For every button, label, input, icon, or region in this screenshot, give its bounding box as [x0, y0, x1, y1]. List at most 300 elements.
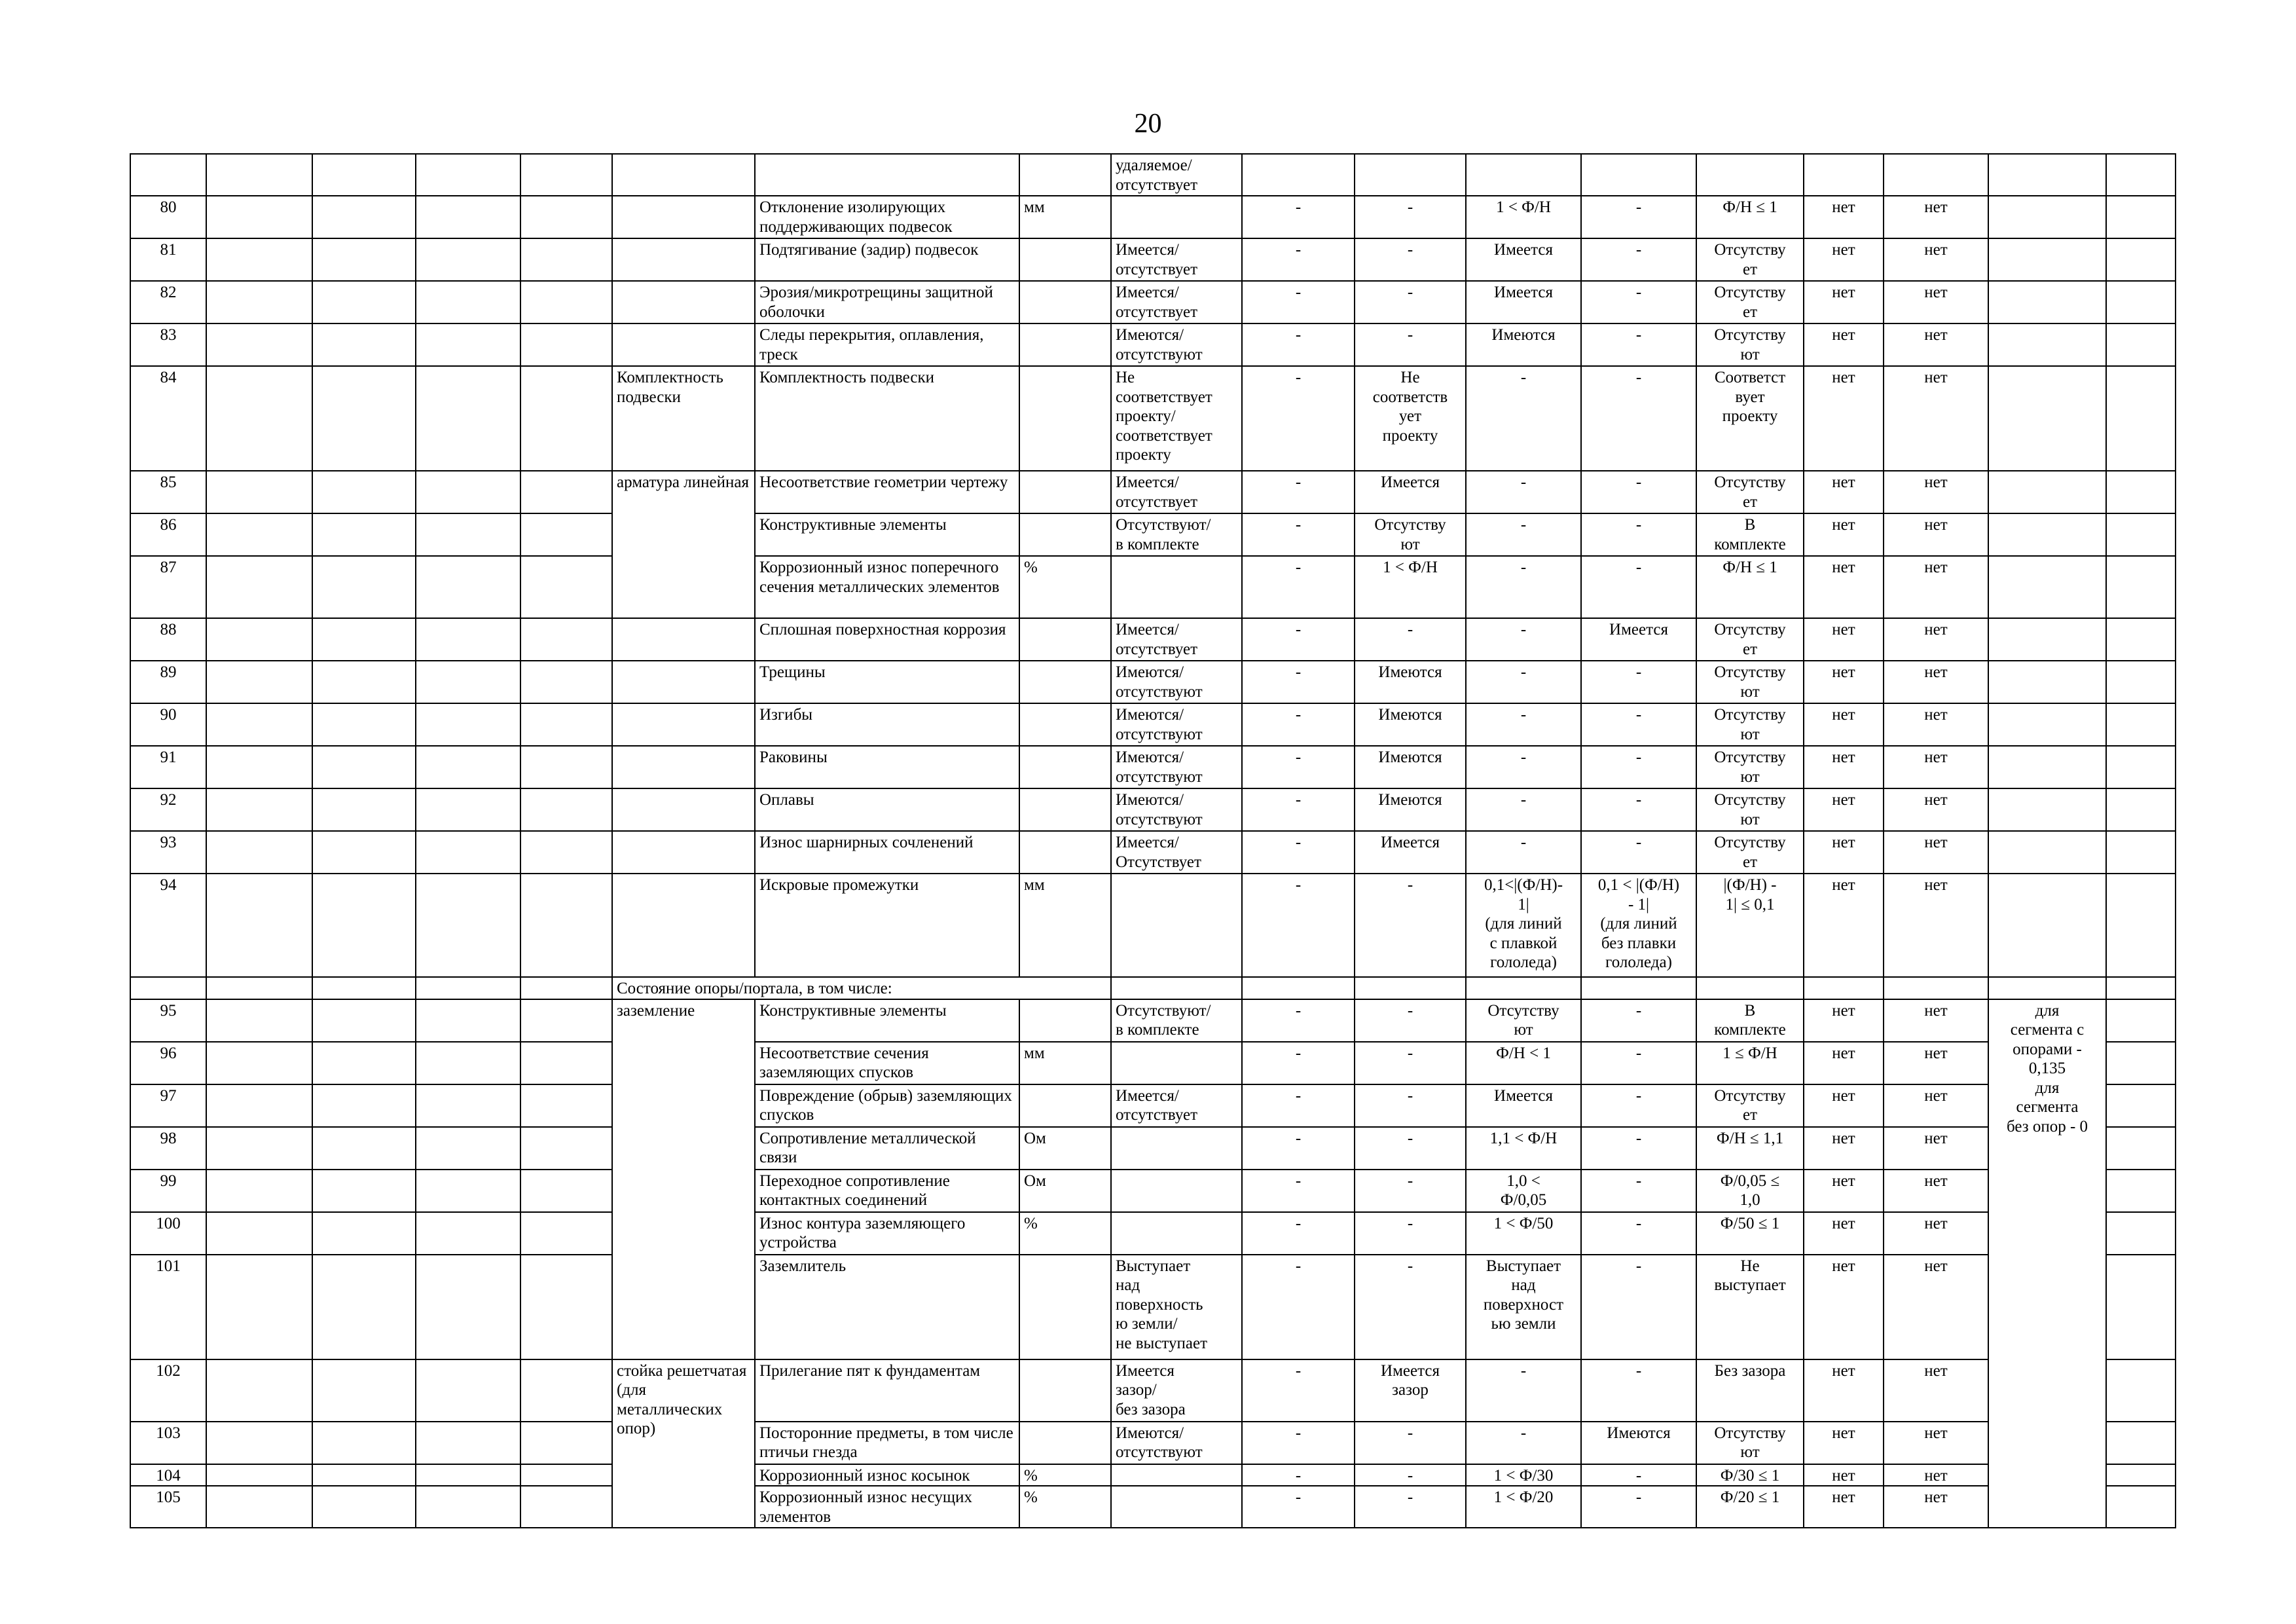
criterion-cell: -: [1581, 831, 1696, 874]
empty-cell: [2106, 703, 2176, 746]
empty-cell: [416, 1084, 520, 1127]
unit-cell: [1019, 703, 1111, 746]
row-number-cell: 98: [130, 1127, 206, 1170]
table-row: [130, 977, 2176, 999]
characteristic-cell: Раковины: [755, 746, 1019, 788]
table-row: [130, 323, 2176, 366]
characteristic-cell: Комплектность подвески: [755, 366, 1019, 471]
criterion-cell: -: [1581, 1255, 1696, 1359]
characteristic-cell: Оплавы: [755, 788, 1019, 831]
criterion-cell: -: [1581, 746, 1696, 788]
empty-cell: [312, 1042, 416, 1084]
criterion-cell: -: [1581, 661, 1696, 703]
criterion-cell: нет: [1804, 1422, 1884, 1464]
characteristic-cell: Несоответствие геометрии чертежу: [755, 471, 1019, 513]
criterion-cell: -: [1466, 831, 1581, 874]
empty-cell: [520, 746, 612, 788]
criterion-cell: -: [1242, 366, 1355, 471]
criterion-cell: [1581, 154, 1696, 196]
criterion-cell: нет: [1804, 788, 1884, 831]
empty-cell: [416, 1486, 520, 1528]
criterion-cell: Имеются: [1581, 1422, 1696, 1464]
value-cell: [1111, 556, 1242, 618]
empty-cell: [312, 746, 416, 788]
unit-cell: [1019, 281, 1111, 323]
empty-cell: [520, 196, 612, 238]
criterion-cell: -: [1242, 471, 1355, 513]
row-number-cell: 96: [130, 1042, 206, 1084]
empty-cell: [2106, 1464, 2176, 1486]
row-number-cell: 85: [130, 471, 206, 513]
empty-cell: [206, 238, 312, 281]
empty-cell: [312, 1084, 416, 1127]
value-cell: Не соответствует проекту/ соответствует проекту: [1111, 366, 1242, 471]
criterion-cell: нет: [1884, 1084, 1988, 1127]
empty-cell: [416, 281, 520, 323]
criterion-cell: -: [1581, 513, 1696, 556]
criterion-cell: Ф/Н < 1: [1466, 1042, 1581, 1084]
parameter-cell: [612, 154, 755, 196]
empty-cell: [520, 154, 612, 196]
empty-cell: [1988, 154, 2106, 196]
criterion-cell: Отсутству ют: [1696, 703, 1804, 746]
empty-cell: [312, 238, 416, 281]
row-number-cell: 86: [130, 513, 206, 556]
empty-cell: [520, 999, 612, 1042]
criterion-cell: Отсутству ет: [1696, 238, 1804, 281]
criterion-cell: -: [1242, 831, 1355, 874]
empty-cell: [416, 831, 520, 874]
criterion-cell: -: [1242, 1486, 1355, 1528]
table-row: [130, 366, 2176, 471]
empty-cell: [206, 1212, 312, 1255]
empty-cell: [520, 323, 612, 366]
table-row: [130, 281, 2176, 323]
criterion-cell: нет: [1804, 556, 1884, 618]
empty-cell: [1988, 788, 2106, 831]
value-cell: [1111, 1486, 1242, 1528]
parameter-cell: [612, 323, 755, 366]
empty-cell: [2106, 1255, 2176, 1359]
empty-cell: [1988, 703, 2106, 746]
empty-cell: [416, 788, 520, 831]
empty-cell: [2106, 1359, 2176, 1422]
empty-cell: [2106, 1212, 2176, 1255]
empty-cell: [416, 661, 520, 703]
table-body: [130, 154, 2176, 1528]
criterion-cell: -: [1581, 1127, 1696, 1170]
value-cell: Имеется/ отсутствует: [1111, 618, 1242, 661]
criterion-cell: нет: [1804, 661, 1884, 703]
characteristic-cell: [755, 154, 1019, 196]
criterion-cell: -: [1355, 238, 1466, 281]
empty-cell: [416, 1464, 520, 1486]
characteristic-cell: Трещины: [755, 661, 1019, 703]
empty-cell: [416, 703, 520, 746]
unit-cell: [1019, 831, 1111, 874]
criterion-cell: Имеется: [1355, 831, 1466, 874]
criterion-cell: -: [1242, 238, 1355, 281]
parameter-cell: [612, 618, 755, 661]
empty-cell: [2106, 238, 2176, 281]
unit-cell: [1019, 1084, 1111, 1127]
criterion-cell: нет: [1804, 238, 1884, 281]
unit-cell: [1019, 154, 1111, 196]
criterion-cell: Отсутству ют: [1696, 746, 1804, 788]
characteristic-cell: Отклонение изолирующих поддерживающих подвесок: [755, 196, 1019, 238]
row-number-cell: 97: [130, 1084, 206, 1127]
criterion-cell: -: [1466, 366, 1581, 471]
criterion-cell: Не выступает: [1696, 1255, 1804, 1359]
table-row: [130, 1084, 2176, 1127]
criterion-cell: -: [1242, 874, 1355, 977]
criterion-cell: -: [1242, 556, 1355, 618]
criterion-cell: -: [1242, 1464, 1355, 1486]
criterion-cell: -: [1466, 1359, 1581, 1422]
empty-cell: [206, 1084, 312, 1127]
empty-cell: [2106, 556, 2176, 618]
empty-cell: [520, 977, 612, 999]
criterion-cell: -: [1355, 1170, 1466, 1212]
criterion-cell: -: [1242, 1127, 1355, 1170]
criterion-cell: -: [1242, 1212, 1355, 1255]
unit-cell: [1019, 1359, 1111, 1422]
empty-cell: [206, 618, 312, 661]
empty-cell: [312, 1212, 416, 1255]
table-row: [130, 703, 2176, 746]
characteristic-cell: Коррозионный износ поперечного сечения металлических элементов: [755, 556, 1019, 618]
empty-cell: [312, 556, 416, 618]
empty-cell: [206, 471, 312, 513]
empty-cell: [206, 1486, 312, 1528]
empty-cell: [520, 1255, 612, 1359]
empty-cell: [2106, 471, 2176, 513]
criterion-cell: -: [1242, 1422, 1355, 1464]
criterion-cell: -: [1242, 661, 1355, 703]
value-cell: Выступает над поверхность ю земли/ не выступает: [1111, 1255, 1242, 1359]
empty-cell: [416, 618, 520, 661]
criterion-cell: Имеется зазор: [1355, 1359, 1466, 1422]
empty-cell: [2106, 977, 2176, 999]
criterion-cell: нет: [1804, 1359, 1884, 1422]
empty-cell: [416, 154, 520, 196]
value-cell: Имеются/ отсутствуют: [1111, 323, 1242, 366]
empty-cell: [2106, 788, 2176, 831]
empty-cell: [2106, 1042, 2176, 1084]
criterion-cell: нет: [1884, 831, 1988, 874]
empty-cell: [520, 1464, 612, 1486]
criterion-cell: нет: [1884, 999, 1988, 1042]
criterion-cell: -: [1242, 1170, 1355, 1212]
criterion-cell: -: [1242, 323, 1355, 366]
criterion-cell: -: [1581, 281, 1696, 323]
criterion-cell: -: [1581, 999, 1696, 1042]
empty-cell: [1988, 977, 2106, 999]
empty-cell: [312, 1255, 416, 1359]
criterion-cell: Имеется: [1466, 238, 1581, 281]
characteristic-cell: Подтягивание (задир) подвесок: [755, 238, 1019, 281]
empty-cell: [1988, 323, 2106, 366]
table-row: [130, 874, 2176, 977]
criterion-cell: -: [1355, 618, 1466, 661]
characteristic-cell: Эрозия/микротрещины защитной оболочки: [755, 281, 1019, 323]
unit-cell: Ом: [1019, 1127, 1111, 1170]
criterion-cell: -: [1355, 1422, 1466, 1464]
criterion-cell: Имеются: [1355, 788, 1466, 831]
empty-cell: [1466, 977, 1581, 999]
table-row: [130, 1464, 2176, 1486]
row-number-cell: 103: [130, 1422, 206, 1464]
value-cell: [1111, 874, 1242, 977]
criterion-cell: -: [1242, 1084, 1355, 1127]
empty-cell: [520, 661, 612, 703]
empty-cell: [206, 788, 312, 831]
criterion-cell: нет: [1804, 513, 1884, 556]
table-row: [130, 1127, 2176, 1170]
empty-cell: [416, 874, 520, 977]
criterion-cell: нет: [1884, 196, 1988, 238]
empty-cell: [1988, 874, 2106, 977]
criterion-cell: -: [1355, 874, 1466, 977]
empty-cell: [206, 556, 312, 618]
empty-cell: [2106, 618, 2176, 661]
empty-cell: [520, 1212, 612, 1255]
criterion-cell: 1,0 < Ф/0,05: [1466, 1170, 1581, 1212]
criterion-cell: -: [1466, 661, 1581, 703]
criterion-cell: нет: [1884, 618, 1988, 661]
criterion-cell: -: [1581, 238, 1696, 281]
criterion-cell: -: [1355, 1464, 1466, 1486]
unit-cell: [1019, 1422, 1111, 1464]
value-cell: удаляемое/ отсутствует: [1111, 154, 1242, 196]
characteristic-cell: Изгибы: [755, 703, 1019, 746]
empty-cell: [312, 154, 416, 196]
characteristic-cell: Сопротивление металлической связи: [755, 1127, 1019, 1170]
empty-cell: [206, 1255, 312, 1359]
parameter-cell: [612, 746, 755, 788]
criterion-cell: Имеются: [1355, 746, 1466, 788]
unit-cell: мм: [1019, 874, 1111, 977]
row-number-cell: 89: [130, 661, 206, 703]
page-number: 20: [1134, 109, 1162, 139]
empty-cell: [520, 703, 612, 746]
empty-cell: [416, 1422, 520, 1464]
criterion-cell: Ф/30 ≤ 1: [1696, 1464, 1804, 1486]
empty-cell: [2106, 154, 2176, 196]
criterion-cell: -: [1581, 1212, 1696, 1255]
parameter-cell: [612, 874, 755, 977]
value-cell: [1111, 1127, 1242, 1170]
table-row: [130, 513, 2176, 556]
criterion-cell: нет: [1884, 1127, 1988, 1170]
empty-cell: [416, 999, 520, 1042]
criterion-cell: -: [1581, 1464, 1696, 1486]
row-number-cell: 95: [130, 999, 206, 1042]
parameter-cell: заземление: [612, 999, 755, 1359]
criterion-cell: -: [1242, 999, 1355, 1042]
empty-cell: [1988, 831, 2106, 874]
empty-cell: [416, 471, 520, 513]
characteristic-cell: Следы перекрытия, оплавления, треск: [755, 323, 1019, 366]
row-number-cell: 81: [130, 238, 206, 281]
criterion-cell: нет: [1804, 1127, 1884, 1170]
criterion-cell: нет: [1884, 281, 1988, 323]
criterion-cell: нет: [1804, 1212, 1884, 1255]
criterion-cell: [1804, 154, 1884, 196]
empty-cell: [520, 1042, 612, 1084]
empty-cell: [206, 281, 312, 323]
criterion-cell: Не соответств ует проекту: [1355, 366, 1466, 471]
empty-cell: [520, 788, 612, 831]
criterion-cell: -: [1355, 1084, 1466, 1127]
criterion-cell: нет: [1804, 874, 1884, 977]
characteristic-cell: Конструктивные элементы: [755, 513, 1019, 556]
criterion-cell: -: [1581, 196, 1696, 238]
empty-cell: [2106, 661, 2176, 703]
criterion-cell: 1 ≤ Ф/Н: [1696, 1042, 1804, 1084]
criteria-table: [130, 153, 2176, 1528]
empty-cell: [1988, 618, 2106, 661]
table-row: [130, 1042, 2176, 1084]
criterion-cell: В комплекте: [1696, 513, 1804, 556]
criterion-cell: нет: [1884, 1042, 1988, 1084]
row-number-cell: 105: [130, 1486, 206, 1528]
row-number-cell: 88: [130, 618, 206, 661]
empty-cell: [2106, 746, 2176, 788]
criterion-cell: -: [1581, 366, 1696, 471]
empty-cell: [1581, 977, 1696, 999]
empty-cell: [1988, 556, 2106, 618]
unit-cell: [1019, 238, 1111, 281]
criterion-cell: 1 < Ф/50: [1466, 1212, 1581, 1255]
criterion-cell: -: [1466, 618, 1581, 661]
row-number-cell: 104: [130, 1464, 206, 1486]
empty-cell: [312, 874, 416, 977]
criterion-cell: Отсутству ет: [1696, 1084, 1804, 1127]
criterion-cell: -: [1581, 471, 1696, 513]
characteristic-cell: Заземлитель: [755, 1255, 1019, 1359]
empty-cell: [2106, 323, 2176, 366]
criterion-cell: |(Ф/Н) - 1| ≤ 0,1: [1696, 874, 1804, 977]
criterion-cell: -: [1466, 556, 1581, 618]
criterion-cell: [1884, 154, 1988, 196]
criterion-cell: Отсутству ют: [1696, 788, 1804, 831]
empty-cell: [2106, 196, 2176, 238]
parameter-cell: [612, 788, 755, 831]
empty-cell: [206, 831, 312, 874]
row-number-cell: 82: [130, 281, 206, 323]
criterion-cell: Имеется: [1466, 1084, 1581, 1127]
empty-cell: [312, 513, 416, 556]
empty-cell: [206, 1170, 312, 1212]
empty-cell: [1355, 977, 1466, 999]
criterion-cell: нет: [1804, 471, 1884, 513]
criterion-cell: нет: [1804, 323, 1884, 366]
parameter-cell: [612, 238, 755, 281]
empty-cell: [1804, 977, 1884, 999]
empty-cell: [312, 323, 416, 366]
empty-cell: [312, 618, 416, 661]
empty-cell: [312, 831, 416, 874]
criterion-cell: -: [1242, 1255, 1355, 1359]
table-row: [130, 196, 2176, 238]
criterion-cell: нет: [1884, 703, 1988, 746]
criterion-cell: нет: [1884, 556, 1988, 618]
criterion-cell: Отсутству ет: [1696, 471, 1804, 513]
row-number-cell: 90: [130, 703, 206, 746]
parameter-cell: [612, 661, 755, 703]
criterion-cell: нет: [1804, 1084, 1884, 1127]
empty-cell: [416, 1170, 520, 1212]
empty-cell: [416, 1127, 520, 1170]
criterion-cell: -: [1466, 788, 1581, 831]
value-cell: [1111, 1170, 1242, 1212]
empty-cell: [520, 366, 612, 471]
value-cell: Имеются/ отсутствуют: [1111, 788, 1242, 831]
row-number-cell: [130, 154, 206, 196]
empty-cell: [312, 661, 416, 703]
empty-cell: [2106, 1170, 2176, 1212]
value-cell: Отсутствуют/ в комплекте: [1111, 513, 1242, 556]
empty-cell: [2106, 1084, 2176, 1127]
empty-cell: [312, 788, 416, 831]
criterion-cell: -: [1355, 1042, 1466, 1084]
criterion-cell: нет: [1884, 1486, 1988, 1528]
criterion-cell: нет: [1884, 238, 1988, 281]
criterion-cell: Имеется: [1581, 618, 1696, 661]
unit-cell: [1019, 366, 1111, 471]
empty-cell: [2106, 1422, 2176, 1464]
unit-cell: %: [1019, 1464, 1111, 1486]
empty-cell: [2106, 999, 2176, 1042]
criterion-cell: -: [1466, 471, 1581, 513]
empty-cell: [1988, 366, 2106, 471]
empty-cell: [206, 513, 312, 556]
criterion-cell: -: [1355, 999, 1466, 1042]
segment-note-cell: для сегмента с опорами - 0,135 для сегмента без опор - 0: [1988, 999, 2106, 1528]
unit-cell: %: [1019, 1486, 1111, 1528]
empty-cell: [416, 323, 520, 366]
criterion-cell: нет: [1804, 999, 1884, 1042]
empty-cell: [1988, 238, 2106, 281]
empty-cell: [1988, 746, 2106, 788]
empty-cell: [1988, 513, 2106, 556]
criterion-cell: Без зазора: [1696, 1359, 1804, 1422]
value-cell: Имеются/ отсутствуют: [1111, 661, 1242, 703]
value-cell: [1111, 1042, 1242, 1084]
unit-cell: [1019, 323, 1111, 366]
table-row: [130, 471, 2176, 513]
criterion-cell: -: [1466, 746, 1581, 788]
criterion-cell: Отсутству ет: [1696, 281, 1804, 323]
criterion-cell: -: [1242, 788, 1355, 831]
empty-cell: [206, 999, 312, 1042]
parameter-cell: Комплектность подвески: [612, 366, 755, 471]
value-cell: Имеется/ отсутствует: [1111, 1084, 1242, 1127]
criterion-cell: Ф/Н ≤ 1,1: [1696, 1127, 1804, 1170]
criterion-cell: -: [1466, 1422, 1581, 1464]
empty-cell: [1988, 661, 2106, 703]
criterion-cell: 1 < Ф/Н: [1355, 556, 1466, 618]
table-row: [130, 1422, 2176, 1464]
unit-cell: [1019, 1255, 1111, 1359]
criterion-cell: 0,1 < |(Ф/Н) - 1| (для линий без плавки гололеда): [1581, 874, 1696, 977]
criterion-cell: [1466, 154, 1581, 196]
table-row: [130, 238, 2176, 281]
parameter-cell: [612, 703, 755, 746]
row-number-cell: 94: [130, 874, 206, 977]
criterion-cell: 1 < Ф/20: [1466, 1486, 1581, 1528]
